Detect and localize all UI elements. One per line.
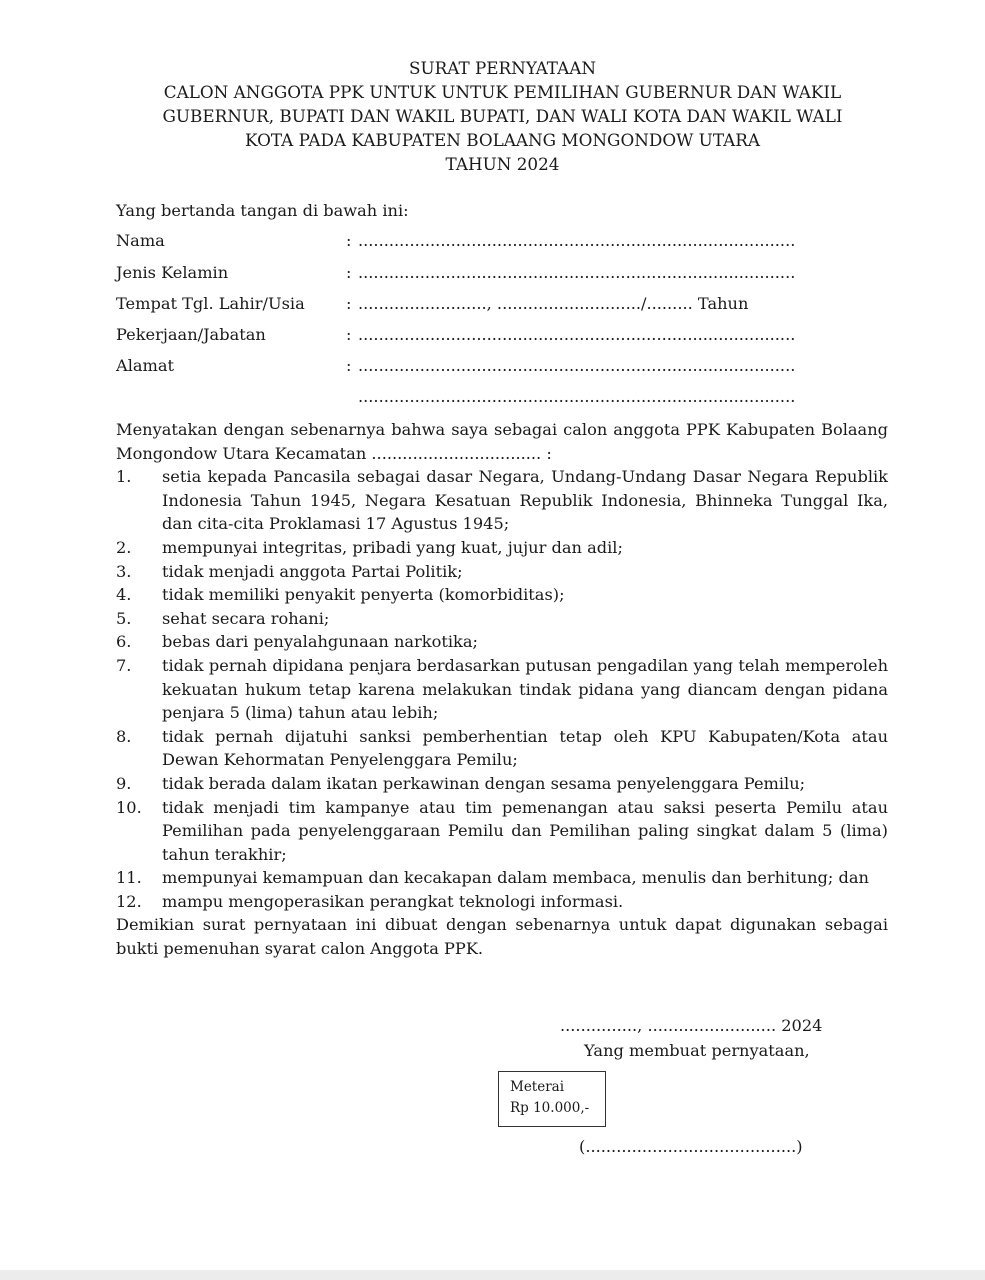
item-text: tidak pernah dijatuhi sanksi pemberhentian tetap oleh KPU Kabupaten/Kota atau Dewan Kehormatan Penyelenggara Pemilu; (162, 726, 888, 770)
field-colon: : (346, 325, 352, 344)
title-line: TAHUN 2024 (445, 154, 560, 174)
item-text: mempunyai integritas, pribadi yang kuat, jujur dan adil; (162, 537, 623, 557)
title-line: GUBERNUR, BUPATI DAN WAKIL BUPATI, DAN WALI KOTA DAN WAKIL WALI (162, 106, 843, 126)
title-line: CALON ANGGOTA PPK UNTUK UNTUK PEMILIHAN GUBERNUR DAN WAKIL (163, 82, 842, 102)
item-text: bebas dari penyalahgunaan narkotika; (162, 632, 478, 652)
item-number: 12. (116, 891, 142, 911)
stamp-amount: Rp 10.000,- (510, 1100, 590, 1116)
list-item (116, 796, 888, 867)
item-number: 5. (116, 608, 132, 628)
statement-text: Menyatakan dengan sebenarnya bahwa saya sebagai calon anggota PPK Kabupaten Bolaang Mongondow Utara Kecamatan ................................. : (116, 420, 888, 463)
field-value: ..................................................................................... (358, 325, 796, 344)
list-item (116, 772, 888, 796)
list-item (116, 583, 888, 607)
item-number: 1. (116, 467, 132, 487)
list-item (116, 630, 888, 654)
item-number: 3. (116, 561, 132, 581)
field-value: ..................................................................................... (358, 356, 796, 375)
field-value: ..................................................................................... (358, 263, 796, 282)
item-text: tidak berada dalam ikatan perkawinan dengan sesama penyelenggara Pemilu; (162, 773, 806, 793)
item-number: 6. (116, 632, 132, 652)
item-number: 7. (116, 655, 132, 675)
item-text: tidak memiliki penyakit penyerta (komorbiditas); (162, 585, 565, 605)
field-label: Tempat Tgl. Lahir/Usia (116, 294, 305, 313)
stamp-label: Meterai (510, 1079, 565, 1095)
bottom-strip (0, 1270, 985, 1280)
list-item (116, 725, 888, 772)
field-value: ..................................................................................... (358, 231, 796, 250)
list-item (116, 866, 888, 890)
document-title (80, 56, 925, 176)
title-line: SURAT PERNYATAAN (408, 58, 597, 78)
field-label: Jenis Kelamin (116, 263, 229, 282)
list-item (116, 654, 888, 725)
field-colon: : (346, 356, 352, 375)
field-label: Alamat (116, 356, 175, 375)
field-value: ........................., ............................/......... Tahun (358, 294, 749, 313)
item-number: 11. (116, 868, 142, 888)
stamp-box (498, 1071, 606, 1127)
closing-text: Demikian surat pernyataan ini dibuat dengan sebenarnya untuk dapat digunakan sebagai bukti pemenuhan syarat calon Anggota PPK. (116, 915, 888, 959)
list-item (116, 607, 888, 631)
item-text: mempunyai kemampuan dan kecakapan dalam membaca, menulis dan berhitung; dan (162, 868, 869, 888)
field-colon: : (346, 231, 352, 250)
field-label: Pekerjaan/Jabatan (116, 325, 266, 344)
field-label: Nama (116, 231, 165, 250)
list-item (116, 560, 888, 584)
item-number: 8. (116, 726, 132, 746)
item-text: tidak menjadi anggota Partai Politik; (162, 561, 463, 581)
list-item (116, 465, 888, 536)
list-item (116, 536, 888, 560)
statement-body (116, 418, 888, 961)
item-number: 4. (116, 585, 132, 605)
item-number: 10. (116, 797, 142, 817)
item-text: setia kepada Pancasila sebagai dasar Negara, Undang-Undang Dasar Negara Republik Indonesia Tahun 1945, Negara Kesatuan Republik Indonesia, Bhinneka Tunggal Ika, dan cita-cita Proklamasi 17 Agustus 1945; (162, 467, 888, 534)
title-line: KOTA PADA KABUPATEN BOLAANG MONGONDOW UTARA (245, 130, 760, 150)
item-number: 2. (116, 537, 132, 557)
item-text: sehat secara rohani; (162, 608, 330, 628)
item-text: mampu mengoperasikan perangkat teknologi informasi. (162, 891, 624, 911)
list-item (116, 890, 888, 914)
signature-date: ..............., ......................... 2024 (560, 1016, 823, 1035)
signature-maker: Yang membuat pernyataan, (584, 1041, 810, 1060)
signature-name: (.........................................) (579, 1137, 803, 1156)
item-text: tidak pernah dipidana penjara berdasarkan putusan pengadilan yang telah memperoleh kekuatan hukum tetap karena melakukan tindak pidana yang diancam dengan pidana penjara 5 (lima) tahun atau lebih; (162, 655, 888, 723)
item-number: 9. (116, 773, 132, 793)
field-colon: : (346, 263, 352, 282)
item-text: tidak menjadi tim kampanye atau tim pemenangan atau saksi peserta Pemilu atau Pemilihan pada penyelenggaraan Pemilu dan Pemilihan paling singkat dalam 5 (lima) tahun terakhir; (162, 797, 888, 864)
field-value: ..................................................................................... (358, 387, 796, 406)
intro-text: Yang bertanda tangan di bawah ini: (116, 201, 409, 220)
field-colon: : (346, 294, 352, 313)
